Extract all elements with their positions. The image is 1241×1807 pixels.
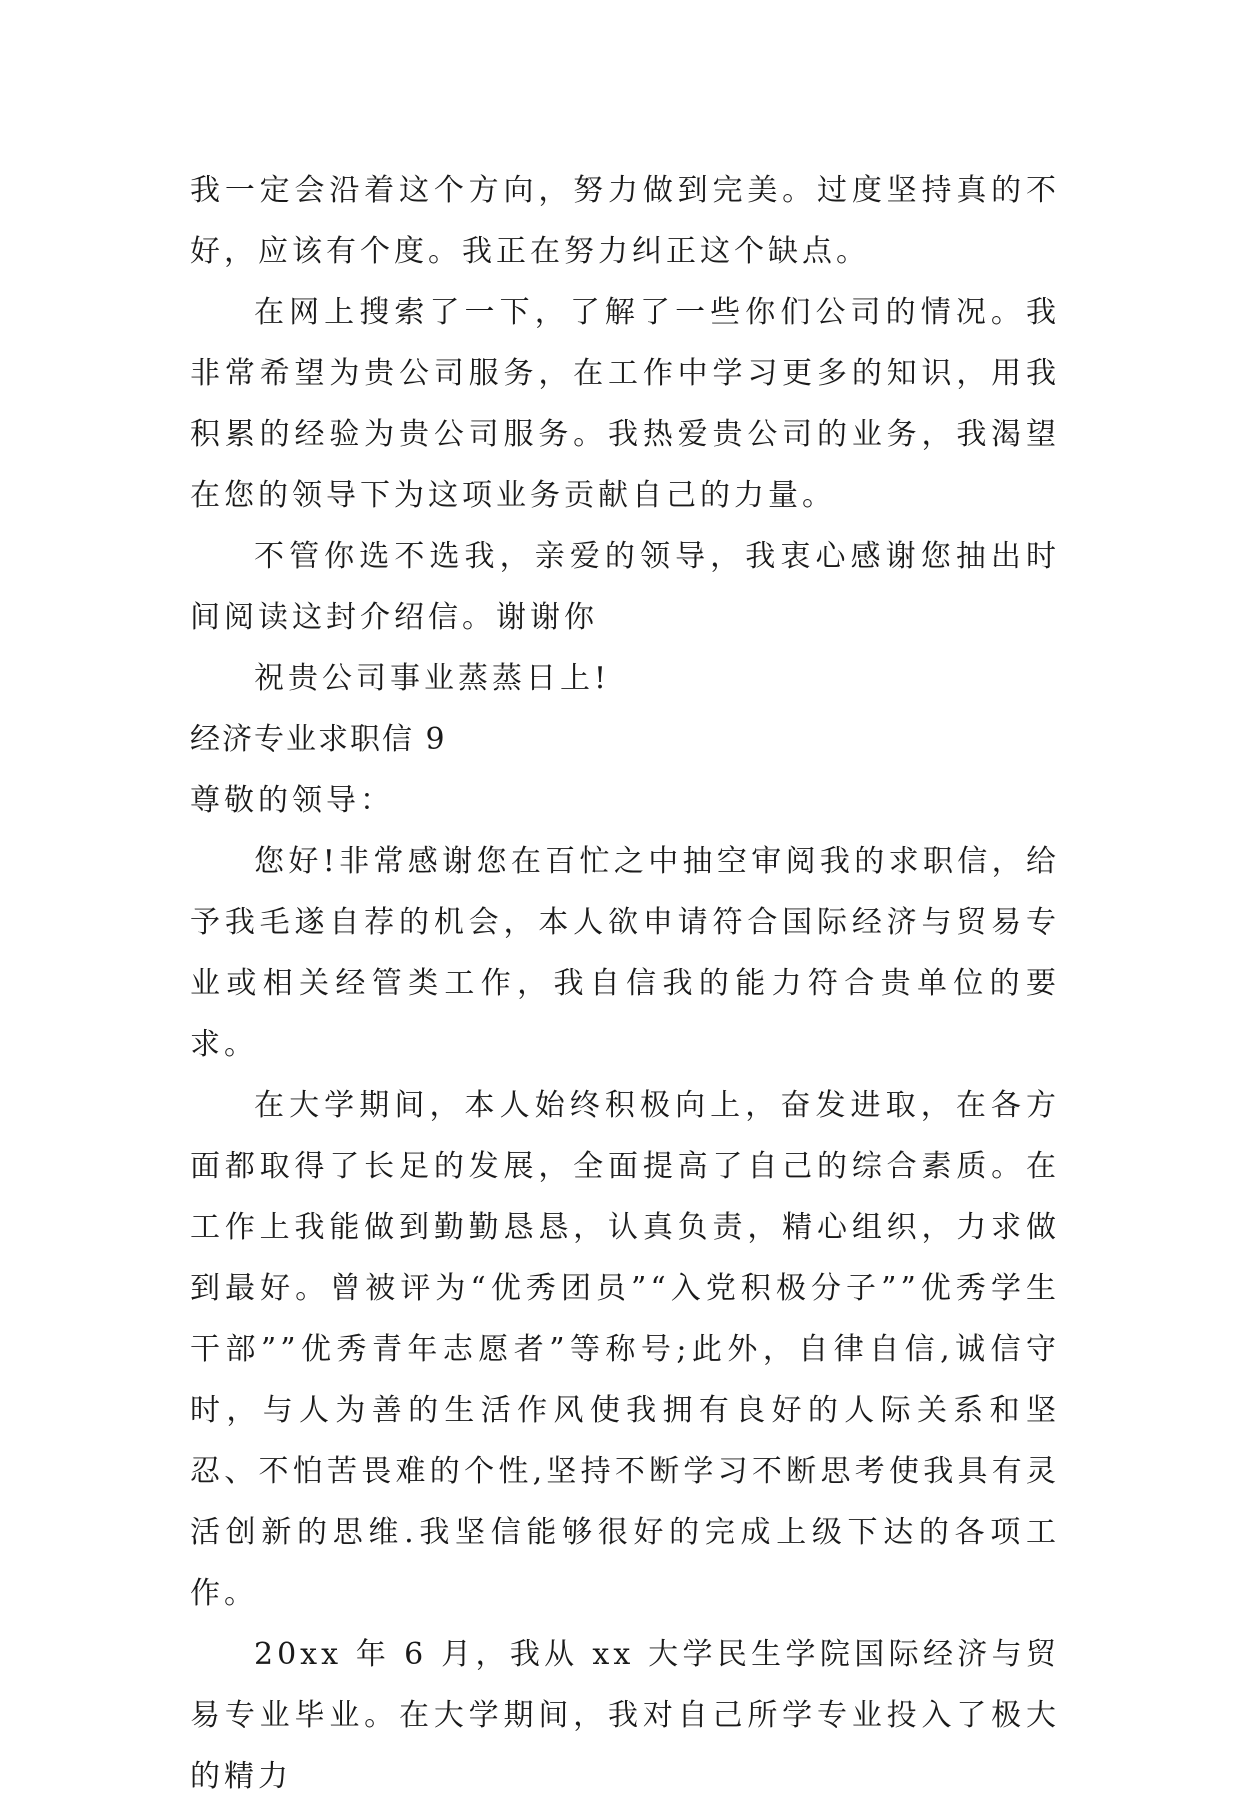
closing-wish: 祝贵公司事业蒸蒸日上! xyxy=(254,661,611,696)
paragraph: 在大学期间，本人始终积极向上，奋发进取，在各方面都取得了长足的发展，全面提高了自己的综合素质。在工作上我能做到勤勤恳恳，认真负责，精心组织，力求做到最好。曾被评为“优秀团员”“入党积极分子””优秀学生干部””优秀青年志愿者”等称号;此外，自律自信,诚信守时，与人为善的生活作风使我拥有良好的人际关系和坚忍、不怕苦畏难的个性,坚持不断学习不断思考使我具有灵活创新的思维.我坚信能够很好的完成上级下达的各项工作。 xyxy=(190,1088,1060,1611)
paragraph: 您好!非常感谢您在百忙之中抽空审阅我的求职信，给予我毛遂自荐的机会，本人欲申请符合国际经济与贸易专业或相关经管类工作，我自信我的能力符合贵单位的要求。 xyxy=(190,844,1060,1062)
paragraph: 我一定会沿着这个方向，努力做到完美。过度坚持真的不好，应该有个度。我正在努力纠正这个缺点。 xyxy=(190,173,1060,269)
document-body xyxy=(190,160,1060,1807)
paragraph: 在网上搜索了一下，了解了一些你们公司的情况。我非常希望为贵公司服务，在工作中学习更多的知识，用我积累的经验为贵公司服务。我热爱贵公司的业务，我渴望在您的领导下为这项业务贡献自己的力量。 xyxy=(190,295,1060,513)
paragraph: 不管你选不选我，亲爱的领导，我衷心感谢您抽出时间阅读这封介绍信。谢谢你 xyxy=(190,539,1060,635)
letter-title: 经济专业求职信 9 xyxy=(190,722,447,757)
salutation: 尊敬的领导： xyxy=(190,783,394,818)
paragraph: 20xx 年 6 月，我从 xx 大学民生学院国际经济与贸易专业毕业。在大学期间，我对自己所学专业投入了极大的精力 xyxy=(190,1637,1060,1794)
